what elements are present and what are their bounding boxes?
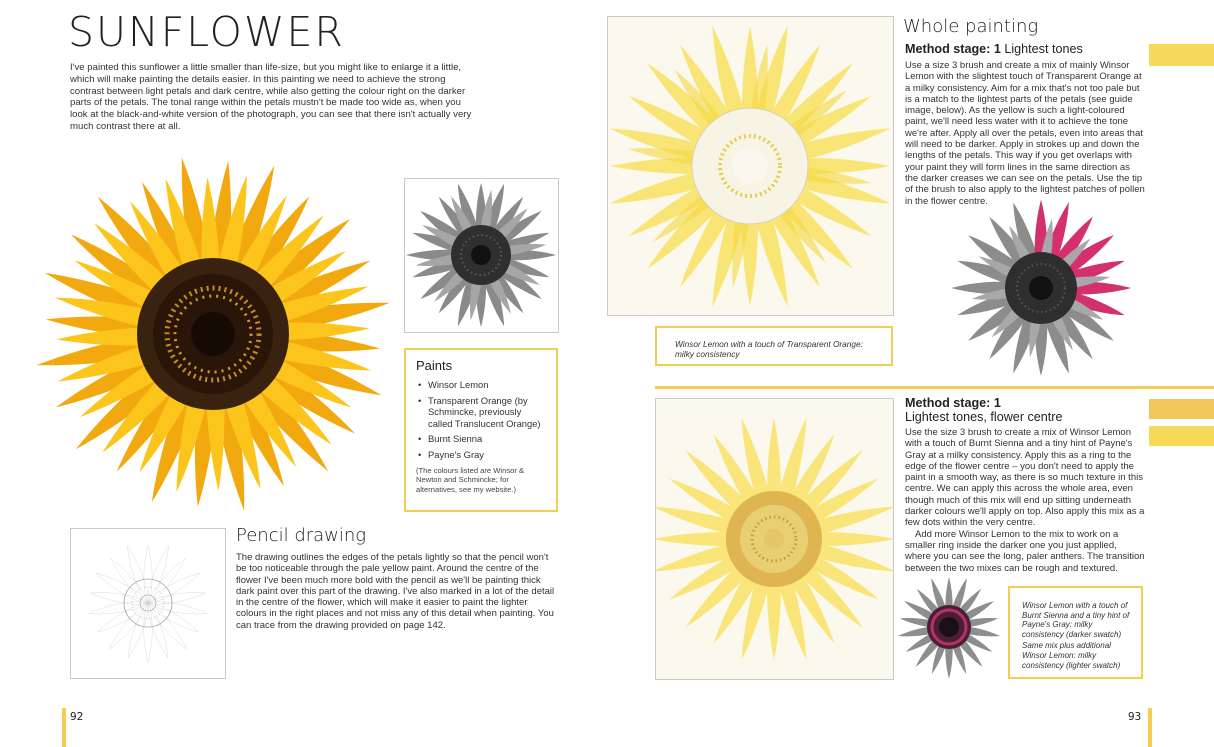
sunflower-photo (28, 148, 398, 520)
list-item: • Transparent Orange (by Schmincke, previously called Translucent Orange) (416, 395, 546, 430)
page-marker-bar (62, 708, 66, 747)
centre-guide-image (896, 576, 1002, 678)
paints-note: (The colours listed are Winsor & Newton and Schmincke; for alternatives, see my website.) (416, 466, 525, 494)
pencil-drawing-heading: Pencil drawing (236, 525, 367, 546)
flower-centre-painting-image (655, 398, 894, 680)
pencil-drawing-image (70, 528, 226, 679)
method-stage-2-heading: Method stage: 1 Lightest tones, flower centre (905, 396, 1063, 424)
paints-title: Paints (416, 358, 453, 373)
page-marker-bar-right (1148, 708, 1152, 747)
colour-swatch-lighter (1149, 426, 1214, 446)
pencil-drawing-text: The drawing outlines the edges of the petals lightly so that the pencil won't be too noticeable through the pale yellow paint. Around the centre of the flower I've been much more bold with the pencil as we'll be painting thick dark paint over this part of the drawing. I've also marked in a lot of the detail in the centre of the flower, which will make it easier to paint the lighter colours in the right places and not miss any of this detail when painting. You can trace from the drawing provided on page 142. (236, 552, 555, 631)
method-stage-2-text (905, 427, 1145, 574)
black-white-photo (404, 178, 559, 333)
list-item: • Winsor Lemon (416, 379, 546, 391)
page-number-left: 92 (70, 710, 84, 723)
method-stage-1-heading: Method stage: 1 Lightest tones (905, 42, 1083, 56)
intro-paragraph: I've painted this sunflower a little smaller than life-size, but you might like to enlarge it a little, which will make painting the details easier. In this painting we need to achieve the strong contrast between light petals and dark centre, while also getting the colour right on the darker parts of the petals. The tonal range within the petals mustn't be made too wide as, when you look at the black-and-white version of the photograph, you can see that there isn't actually very much contrast there at all. (70, 62, 472, 132)
whole-painting-heading: Whole painting (903, 16, 1039, 37)
list-item: • Payne's Gray (416, 449, 546, 461)
paints-list (416, 379, 546, 460)
colour-swatch-light (1149, 44, 1214, 66)
guide-image (948, 198, 1134, 378)
paints-box (404, 348, 558, 512)
caption-lighter-swatch: Same mix plus additional Winsor Lemon: milky consistency (lighter swatch) (1022, 641, 1121, 670)
whole-painting-image (607, 16, 894, 316)
colour-swatch-darker (1149, 399, 1214, 419)
page-number-right: 93 (1128, 710, 1142, 723)
caption-darker-swatch: Winsor Lemon with a touch of Burnt Sienna and a tiny hint of Payne's Gray: milky consistency (darker swatch) (1022, 601, 1130, 639)
method-stage-1-text: Use a size 3 brush and create a mix of mainly Winsor Lemon with the slightest touch of Transparent Orange at a milky consistency. Aim for a mix that's not too pale but is a match to the lightest parts of the petals (see guide image, below). As the yellow is such a light-coloured paint, we'll need less water with it to achieve the tone we're after. Apply all over the petals, even into areas that will need to be darker. Apply in strokes up and down the lengths of the petals. This way if you get overlaps with your paint they will form lines in the same direction as the darker creases we can see on the petals. Use the tip of the brush to also apply to the lightest patches of pollen in the flower centre. (905, 60, 1145, 207)
caption-stage-2 (1008, 586, 1143, 679)
list-item: • Burnt Sienna (416, 433, 546, 445)
method-stage-2-para-2: Add more Winsor Lemon to the mix to work on a smaller ring inside the darker one you just applied, where you can see the long, paler anthers. The transition between the two mixes can be rough and textured. (905, 528, 1145, 574)
page-title: SUNFLOWER (68, 8, 345, 56)
method-stage-2-para-1: Use the size 3 brush to create a mix of Winsor Lemon with a touch of Burnt Sienna and a tiny hint of Payne's Gray at a milky consistency. Apply this as a ring to the edge of the flower centre – you don't need to apply the paint in a smooth way, as there is so much texture in this centre. We can apply this across the whole area, even though much of this mix will end up sitting underneath darker colours we'll apply on top. Also apply this mix as a few dots within the very centre. (905, 427, 1145, 529)
caption-stage-1: Winsor Lemon with a touch of Transparent Orange: milky consistency (655, 326, 893, 366)
section-divider (655, 386, 1214, 389)
